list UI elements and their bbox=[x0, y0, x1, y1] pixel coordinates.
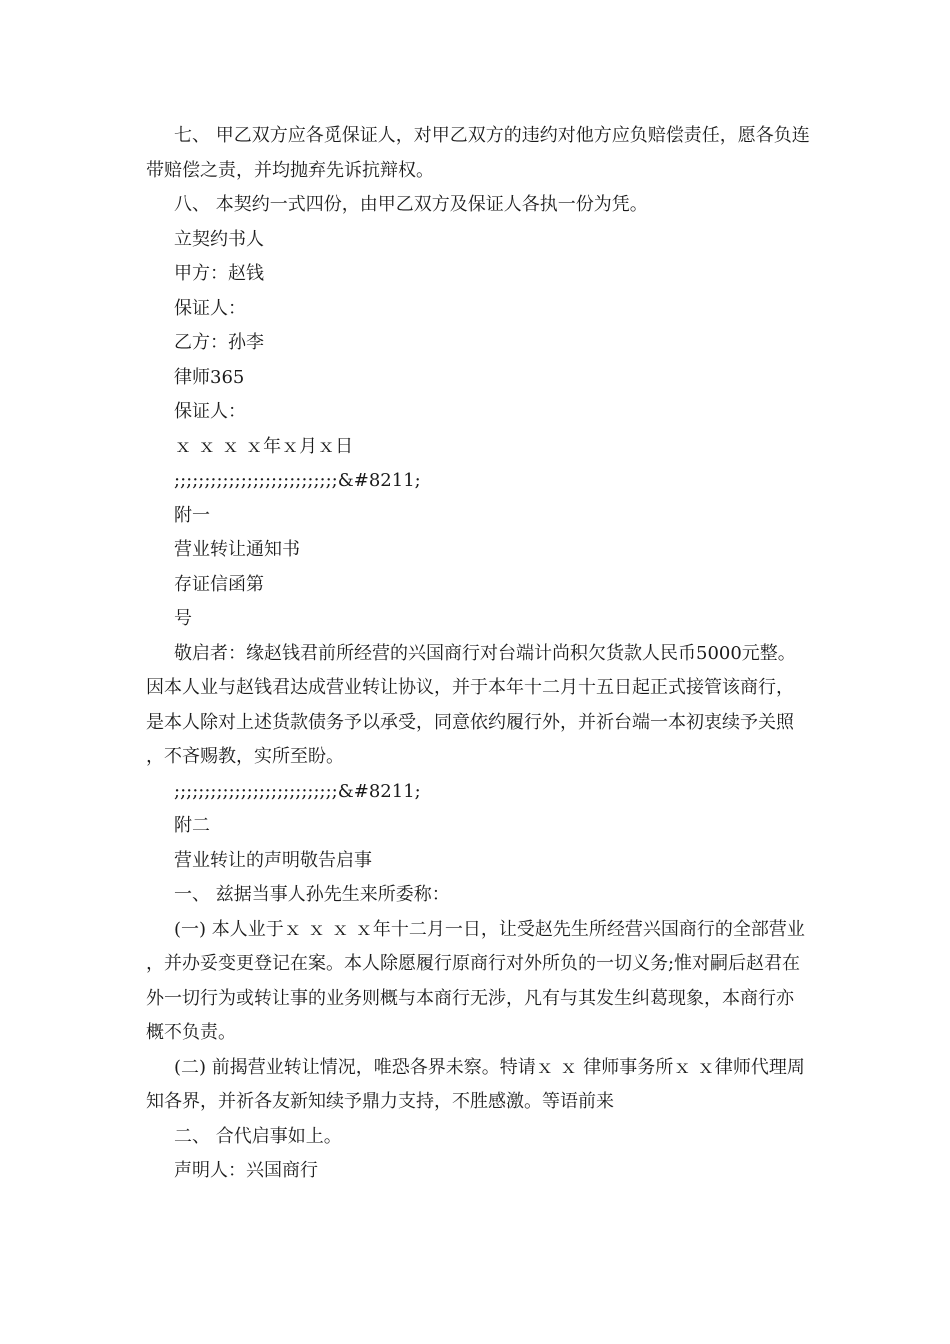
signatories-heading: 立契约书人 bbox=[174, 228, 264, 250]
appendix-one-heading: 附一 bbox=[174, 504, 210, 526]
document-body bbox=[146, 119, 810, 1189]
notice-body: 敬启者：缘赵钱君前所经营的兴国商行对台端计尚积欠货款人民币5000元整。因本人业与赵钱君达成营业转让协议，并于本年十二月十五日起正式接管该商行，是本人除对上述货款债务予以承受，同意依约履行外，并祈台端一本初衷续予关照，不吝赐教，实所至盼。 bbox=[146, 642, 796, 767]
guarantor-a: 保证人： bbox=[174, 297, 246, 319]
source-line: 律师365 bbox=[174, 366, 245, 388]
announcement-item-one: 一、 兹据当事人孙先生来所委称： bbox=[174, 884, 450, 905]
announcement-title: 营业转让的声明敬告启事 bbox=[174, 849, 372, 871]
notice-title: 营业转让通知书 bbox=[174, 539, 300, 560]
separator-line: ;;;;;;;;;;;;;;;;;;;;;;;;;;;&#8211; bbox=[174, 780, 421, 802]
letter-number-label: 存证信函第 bbox=[174, 573, 264, 595]
clause-eight: 八、 本契约一式四份，由甲乙双方及保证人各执一份为凭。 bbox=[174, 194, 648, 215]
announcement-item-two: 二、 合代启事如上。 bbox=[174, 1125, 342, 1147]
declarant-line: 声明人：兴国商行 bbox=[174, 1160, 318, 1181]
guarantor-b: 保证人： bbox=[174, 401, 246, 422]
appendix-two-heading: 附二 bbox=[174, 815, 210, 836]
party-a: 甲方：赵钱 bbox=[174, 263, 264, 284]
letter-number-suffix: 号 bbox=[174, 608, 192, 629]
clause-seven: 七、 甲乙双方应各觅保证人，对甲乙双方的违约对他方应负赔偿责任，愿各负连带赔偿之责，并均抛弃先诉抗辩权。 bbox=[146, 125, 810, 181]
party-b: 乙方：孙李 bbox=[174, 332, 264, 353]
separator-line: ;;;;;;;;;;;;;;;;;;;;;;;;;;;&#8211; bbox=[174, 470, 421, 491]
date-line: ｘ ｘ ｘ ｘ年ｘ月ｘ日 bbox=[174, 435, 354, 457]
announcement-sub-two: (二) 前揭营业转让情况，唯恐各界未察。特请ｘ ｘ 律师事务所ｘ ｘ律师代理周知各界，并祈各友新知续予鼎力支持，不胜感激。等语前来 bbox=[146, 1056, 805, 1112]
announcement-sub-one: (一) 本人业于ｘ ｘ ｘ ｘ年十二月一日，让受赵先生所经营兴国商行的全部营业，并办妥变更登记在案。本人除愿履行原商行对外所负的一切义务;惟对嗣后赵君在外一切行为或转让事的业务则概与本商行无涉，凡有与其发生纠葛现象，本商行亦概不负责。 bbox=[146, 918, 805, 1043]
